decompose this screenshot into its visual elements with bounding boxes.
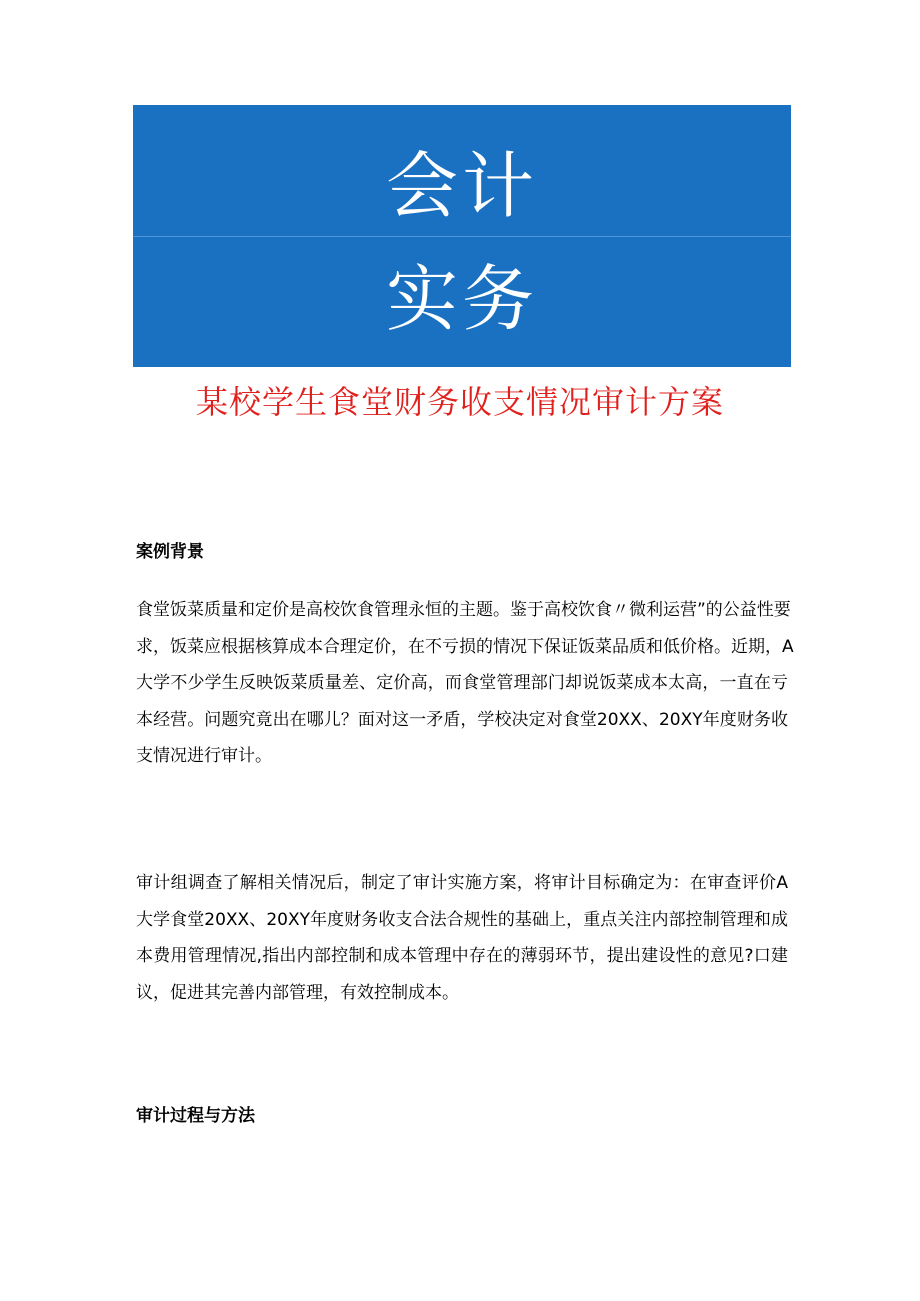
section-heading-process: 审计过程与方法 (136, 1106, 255, 1126)
paragraph-background-1 (136, 592, 794, 775)
paragraph-line: 支情况进行审计。 (136, 746, 272, 766)
section-heading-background: 案例背景 (136, 542, 204, 562)
banner-divider (133, 236, 791, 237)
paragraph-line: 议，促进其完善内部管理，有效控制成本。 (136, 982, 459, 1003)
banner-title-line-2: 实务 (385, 257, 538, 341)
paragraph-background-2 (136, 865, 788, 1011)
paragraph-line: 审计组调查了解相关情况后，制定了审计实施方案，将审计目标确定为：在审查评价A (136, 873, 788, 893)
paragraph-line: 求，饭菜应根据核算成本合理定价，在不亏损的情况下保证饭菜品质和低价格。近期，A (136, 636, 794, 657)
document-title: 某校学生食堂财务收支情况审计方案 (195, 383, 724, 421)
paragraph-line: 本经营。问题究竟出在哪儿？面对这一矛盾，学校决定对食堂20XX、20XY年度财务收 (136, 709, 788, 730)
paragraph-line: 大学食堂20XX、20XY年度财务收支合法合规性的基础上，重点关注内部控制管理和成 (136, 909, 788, 930)
paragraph-line: 大学不少学生反映饭菜质量差、定价高，而食堂管理部门却说饭菜成本太高，一直在亏 (136, 673, 788, 693)
paragraph-line: 食堂饭菜质量和定价是高校饮食管理永恒的主题。鉴于高校饮食〃微利运营”的公益性要 (136, 600, 791, 620)
paragraph-line: 本费用管理情况,指出内部控制和成本管理中存在的薄弱环节，提出建设性的意见?口建 (136, 946, 788, 966)
banner-title-line-1: 会计 (385, 144, 538, 228)
